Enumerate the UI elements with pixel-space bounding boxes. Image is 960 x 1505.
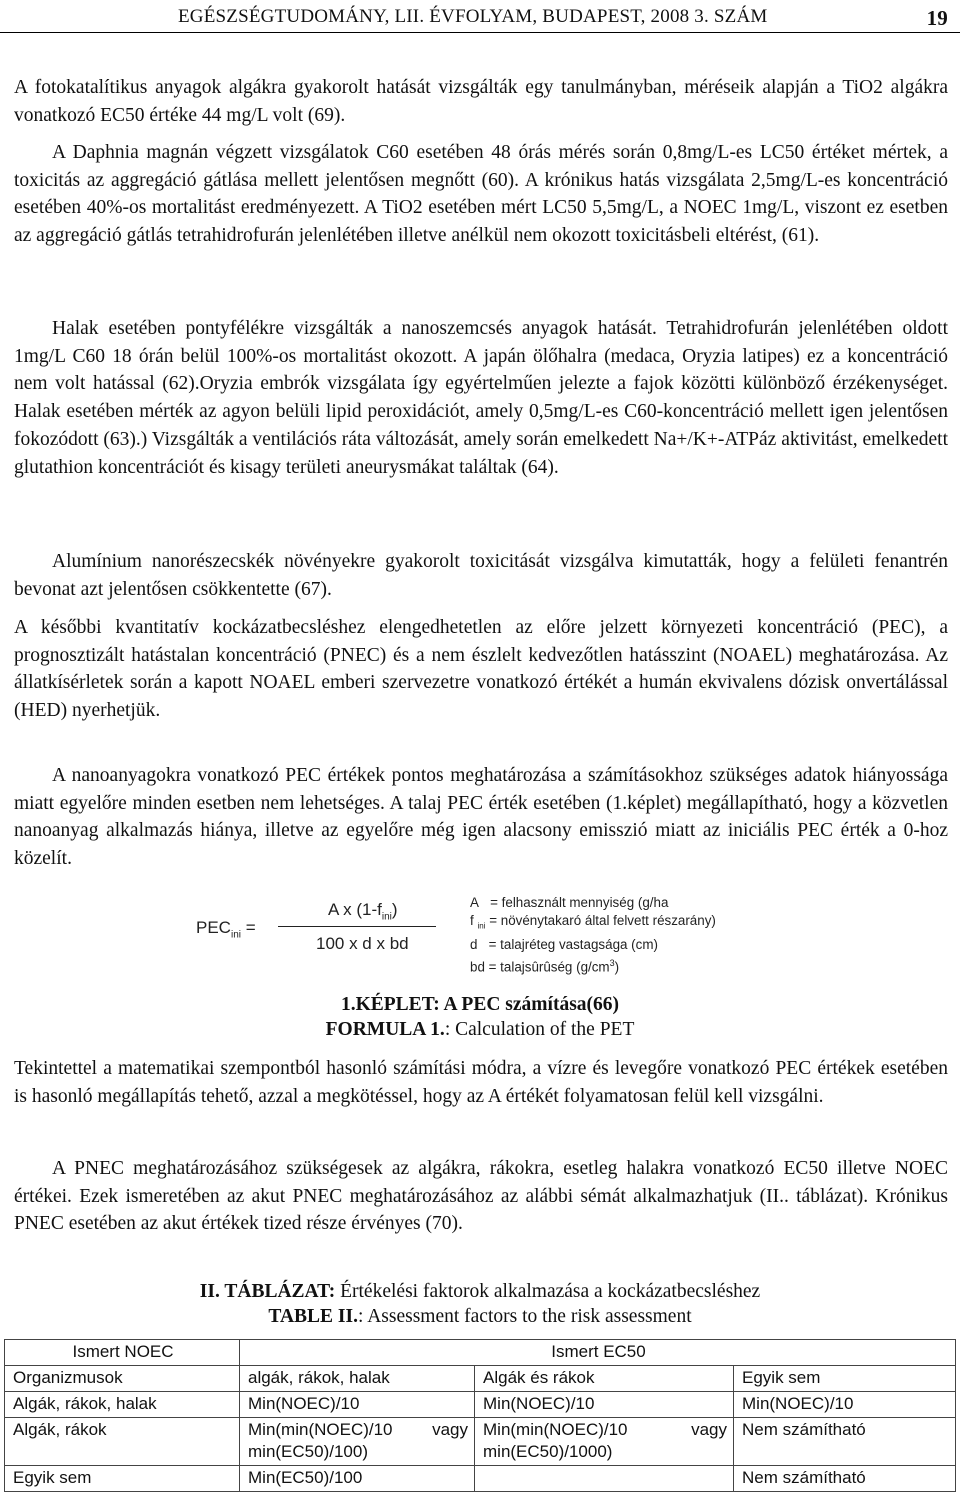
- table-row: [5, 1418, 956, 1466]
- table-cell: Organizmusok: [5, 1366, 240, 1392]
- table-cell: Egyik sem: [5, 1466, 240, 1492]
- header-known-ec50: Ismert EC50: [240, 1340, 956, 1366]
- paragraph-7: Tekintettel a matematikai szempontból hasonló számítási módra, a vízre és levegőre vonatkozó PEC értékek esetében is hasonló megállapítás tehető, azzal a megkötéssel, hogy az A értékét folyamatosan felül kell vizsgálni.: [14, 1058, 948, 1107]
- paragraph-3: Halak esetében pontyfélékre vizsgálták a nanoszemcsés anyagok hatását. Tetrahidrofurán jelenlétében oldott 1mg/L C60 18 órán belül 100%-os mortalitást okozott. A japán ölőhalra (medaca, Oryzia latipes) ez a koncentráció nem volt hatással (62).Oryzia embrók vizsgálata így egyértelműen jelezte a fajok közötti különböző érzékenységet. Halak esetében mérték az agyon belüli lipid peroxidációt, amely 0,5mg/L-es C60-koncentráció mellett igen jelentősen fokozódott (63).) Vizsgálták a ventilációs ráta változását, amely során emelkedett Na+/K+-ATPáz aktivitást, emelkedett glutathion koncentrációt és kisagy területi aneurysmákat találtak (64).: [14, 318, 948, 478]
- page-number: 19: [926, 6, 948, 30]
- table-cell: algák, rákok, halak: [240, 1366, 475, 1392]
- table-caption-en: TABLE II.: Assessment factors to the risk assessment: [268, 1306, 692, 1327]
- table-cell: Min(NOEC)/10: [734, 1392, 956, 1418]
- formula-caption-en: FORMULA 1.: Calculation of the PET: [325, 1019, 635, 1040]
- table-cell: Min(EC50)/100: [240, 1466, 475, 1492]
- legend-row: f $_{ini}$ = növénytakaró által felvett részarány): [470, 913, 716, 931]
- table-row: [5, 1366, 956, 1392]
- table-cell: [475, 1466, 734, 1492]
- legend-row: A = felhasznált mennyiség (g/ha: [470, 895, 669, 910]
- pec-formula: [178, 878, 800, 975]
- assessment-factors-table: [4, 1339, 956, 1492]
- table-row: [5, 1392, 956, 1418]
- table-cell: Min(min(NOEC)/10 vagy min(EC50)/100): [240, 1418, 475, 1466]
- table-caption: [0, 1279, 960, 1329]
- formula-denominator: 100 x d x bd: [316, 934, 409, 953]
- table-cell: Algák és rákok: [475, 1366, 734, 1392]
- formula-caption-hu: 1.KÉPLET: A PEC számítása(66): [340, 994, 620, 1015]
- formula-legend: [470, 894, 716, 976]
- table-row: [5, 1466, 956, 1492]
- formula-numerator: A x $(1-f_{ini})$: [328, 900, 398, 923]
- table-cell: Algák, rákok, halak: [5, 1392, 240, 1418]
- table-cell: Nem számítható: [734, 1466, 956, 1492]
- formula-lhs: $PEC_{ini}$ =: [196, 918, 256, 941]
- table-cell: Min(NOEC)/10: [475, 1392, 734, 1418]
- table-cell: Min(min(NOEC)/10 vagy min(EC50)/1000): [475, 1418, 734, 1466]
- paragraph-4: Alumínium nanorészecskék növényekre gyakorolt toxicitását vizsgálva kimutatták, hogy a felületi fenantrén bevonat azt jelentősen csökkentette (67).: [14, 551, 948, 600]
- running-header: [0, 6, 960, 33]
- paragraph-5: A későbbi kvantitatív kockázatbecsléshez elengedhetetlen az előre jelzett környezeti koncentráció (PEC), a prognosztizált hatástalan koncentráció (PNEC) és a nem észlelt kedvezőtlen hatásszint (NOAEL) meghatározása. Az állatkísérletek során a kapott NOAEL emberi szervezetre vonatkozó értékét a humán ekvivalens dózisk onvertálással (HED) nyerhetjük.: [14, 617, 948, 722]
- formula-caption: [0, 992, 960, 1042]
- table-caption-hu: II. TÁBLÁZAT: Értékelési faktorok alkalmazása a kockázatbecsléshez: [199, 1281, 761, 1302]
- fraction-bar: [278, 926, 436, 927]
- table-header-row: [5, 1340, 956, 1366]
- table-cell: Algák, rákok: [5, 1418, 240, 1466]
- table-cell: Nem számítható: [734, 1418, 956, 1466]
- table-cell: Egyik sem: [734, 1366, 956, 1392]
- paragraph-8: A PNEC meghatározásához szükségesek az algákra, rákokra, esetleg halakra vonatkozó EC50 illetve NOEC értékei. Ezek ismeretében az akut PNEC meghatározásához az alábbi sémát alkalmazhatjuk (II.. táblázat). Krónikus PNEC esetében az akut értékek tized része érvényes (70).: [14, 1158, 948, 1235]
- legend-row: bd = talajsûrûség $(g/cm^3)$: [470, 957, 620, 975]
- paragraph-2: A Daphnia magnán végzett vizsgálatok C60 esetében 48 órás mérés során 0,8mg/L-es LC50 értéket mértek, a toxicitás az aggregáció gátlása mellett jelentősen megnőtt (60). A krónikus hatás vizsgálata 2,5mg/L-es koncentráció esetében 40%-os mortalitást eredményezett. A TiO2 esetében mért LC50 5,5mg/L, a NOEC 1mg/L, viszont ez esetben az aggregáció gátlás tetrahidrofurán jelenlétében illetve anélkül nem okozott toxicitásbeli eltérést, (61).: [14, 142, 948, 247]
- paragraph-1: A fotokatalítikus anyagok algákra gyakorolt hatását vizsgálták egy tanulmányban, méréseik alapján a TiO2 algákra vonatkozó EC50 értéke 44 mg/L volt (69).: [14, 77, 948, 126]
- journal-title: EGÉSZSÉGTUDOMÁNY, LII. ÉVFOLYAM, BUDAPEST, 2008 3. SZÁM: [178, 6, 768, 27]
- header-known-noec: Ismert NOEC: [5, 1340, 240, 1366]
- paragraph-6: A nanoanyagokra vonatkozó PEC értékek pontos meghatározása a számításokhoz szükséges adatok hiányossága miatt egyelőre minden esetben nem lehetséges. A talaj PEC érték esetében (1.képlet) megállapítható, hogy a közvetlen nanoanyag alkalmazás hiánya, illetve az egyelőre még igen alacsony emisszió miatt az iniciális PEC érték a 0-hoz közelít.: [14, 765, 948, 870]
- legend-row: d = talajréteg vastagsága (cm): [470, 936, 658, 952]
- table-cell: Min(NOEC)/10: [240, 1392, 475, 1418]
